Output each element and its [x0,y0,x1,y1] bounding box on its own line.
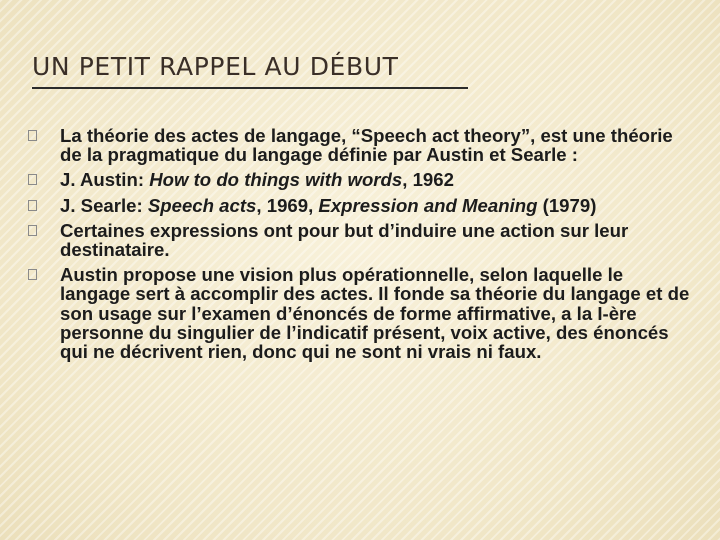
bullet-text [60,125,673,165]
bullet-item [28,221,692,259]
square-outline-icon [28,225,37,236]
bullet-text-segment: La théorie des actes de langage, “Speech act theory”, est une théorie de la pragmatique du langage définie par Austin et Searle : [60,125,673,166]
bullet-text-segment: (1979) [537,194,597,216]
square-outline-icon [28,200,37,211]
bullet-text [60,195,596,216]
bullet-list [28,126,692,367]
bullet-text-segment: , 1962 [402,169,454,191]
bullet-text-segment: Certaines expressions ont pour but d’induire une action sur leur destinataire. [60,219,629,261]
book-title: How to do things with words [149,169,403,191]
bullet-text [60,220,628,260]
bullet-text [60,169,454,190]
bullet-item [28,170,692,189]
bullet-item [28,196,692,215]
bullet-text [60,264,689,362]
book-title: Speech acts [147,194,257,216]
title-underline [32,87,468,89]
bullet-item [28,126,692,164]
bullet-text-segment: Austin propose une vision plus opérationnelle, selon laquelle le langage sert à accomplir des actes. Il fonde sa théorie du langage et de son usage sur l’examen d’énoncés de forme affirmative, a la I-ère personne du singulier de l’indicatif présent, voix active, des énoncés qui ne décrivent rien, donc qui ne sont ni vrais ni faux. [60,264,690,363]
bullet-item [28,265,692,361]
book-title: Expression and Meaning [318,194,538,216]
square-outline-icon [28,130,37,141]
slide-title: UN PETIT RAPPEL AU DÉBUT [32,52,399,81]
bullet-text-segment: J. Searle: [60,194,148,216]
square-outline-icon [28,174,37,185]
bullet-text-segment: , 1969, [256,194,319,216]
square-outline-icon [28,269,37,280]
bullet-text-segment: J. Austin: [60,169,150,191]
